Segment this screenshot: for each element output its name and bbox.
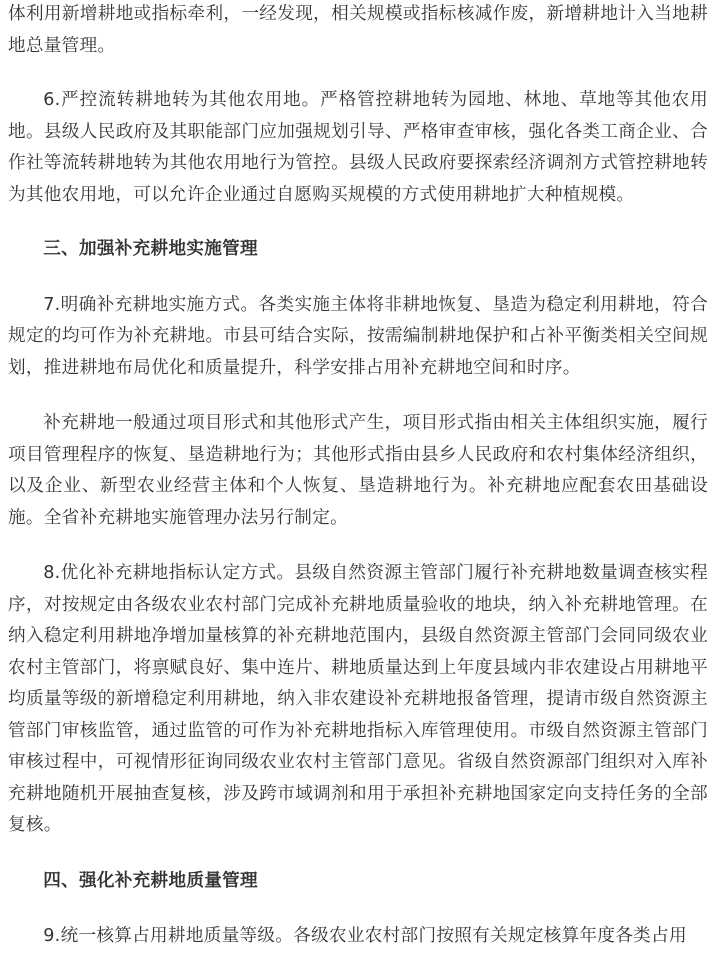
paragraph-9: 9.统一核算占用耕地质量等级。各级农业农村部门按照有关规定核算年度各类占用 [43, 926, 687, 946]
section-heading-3: 三、加强补充耕地实施管理 [43, 239, 258, 259]
paragraph-6: 6.严控流转耕地转为其他农用地。严格管控耕地转为园地、林地、草地等其他农用地。县级人民政府及其职能部门应加强规划引导、严格审查审核，强化各类工商企业、合作社等流转耕地转为其他农用地行为管控。县级人民政府要探索经济调剂方式管控耕地转为其他农用地，可以允许企业通过自愿购买规模的方式使用耕地扩大种植规模。 [8, 90, 708, 205]
paragraph-7: 7.明确补充耕地实施方式。各类实施主体将非耕地恢复、垦造为稳定利用耕地，符合规定的均可作为补充耕地。市县可结合实际，按需编制耕地保护和占补平衡类相关空间规划，推进耕地布局优化和质量提升，科学安排占用补充耕地空间和时序。 [8, 294, 708, 378]
paragraph-cont: 体利用新增耕地或指标牵利，一经发现，相关规模或指标核减作废，新增耕地计入当地耕地总量管理。 [8, 4, 708, 56]
paragraph-7b: 补充耕地一般通过项目形式和其他形式产生，项目形式指由相关主体组织实施，履行项目管理程序的恢复、垦造耕地行为；其他形式指由县乡人民政府和农村集体经济组织，以及企业、新型农业经营主体和个人恢复、垦造耕地行为。补充耕地应配套农田基础设施。全省补充耕地实施管理办法另行制定。 [8, 413, 708, 528]
section-heading-4: 四、强化补充耕地质量管理 [43, 870, 258, 891]
paragraph-8: 8.优化补充耕地指标认定方式。县级自然资源主管部门履行补充耕地数量调查核实程序，对按规定由各级农业农村部门完成补充耕地质量验收的地块，纳入补充耕地管理。在纳入稳定利用耕地净增加量核算的补充耕地范围内，县级自然资源主管部门会同同级农业农村主管部门，将禀赋良好、集中连片、耕地质量达到上年度县域内非农建设占用耕地平均质量等级的新增稳定利用耕地，纳入非农建设补充耕地报备管理，提请市级自然资源主管部门审核监管，通过监管的可作为补充耕地指标入库管理使用。市级自然资源主管部门审核过程中，可视情形征询同级农业农村主管部门意见。省级自然资源部门组织对入库补充耕地随机开展抽查复核，涉及跨市域调剂和用于承担补充耕地国家定向支持任务的全部复核。 [8, 563, 708, 835]
document-body [8, 0, 708, 953]
